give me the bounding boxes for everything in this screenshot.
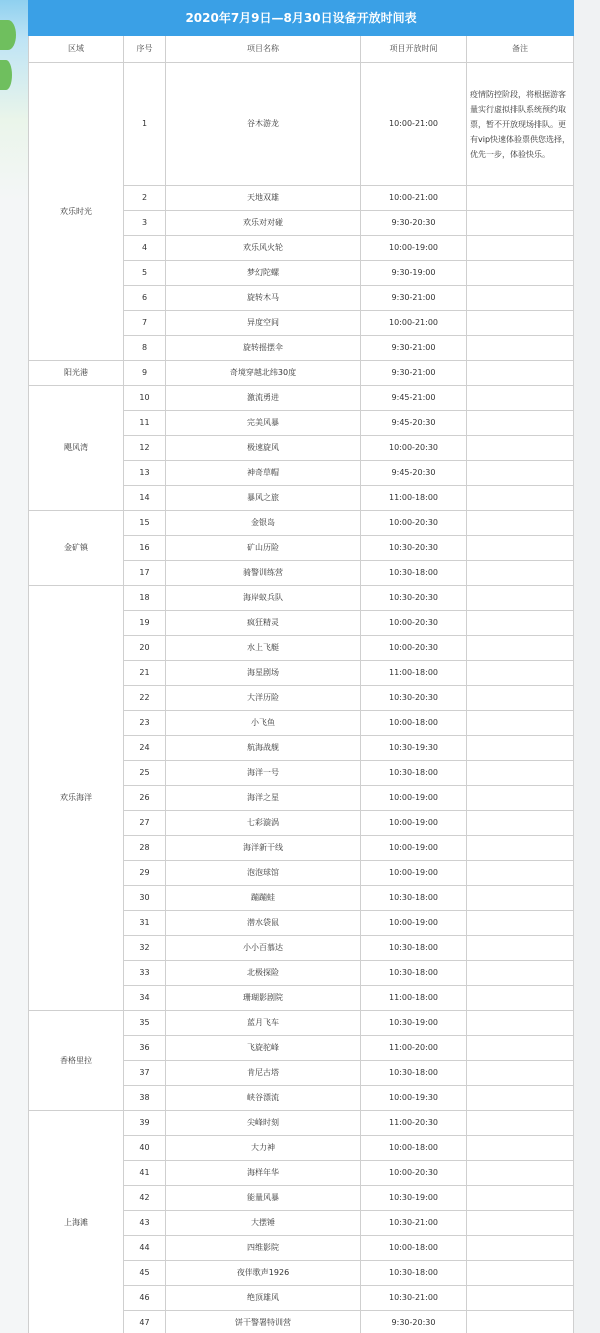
remarks-note: 疫情防控阶段，将根据游客量实行虚拟排队系统预约取票，暂不开放现场排队。更有vip快速体验票供您选择，优先一步，体验快乐。	[467, 63, 574, 186]
project-name: 极速旋风	[166, 436, 361, 461]
open-time: 10:00-18:00	[361, 1236, 467, 1261]
project-name: 旋转木马	[166, 286, 361, 311]
header-open-time: 项目开放时间	[361, 36, 467, 63]
open-time: 10:00-20:30	[361, 611, 467, 636]
row-number: 35	[124, 1011, 166, 1036]
project-name: 四维影院	[166, 1236, 361, 1261]
open-time: 11:00-18:00	[361, 986, 467, 1011]
open-time: 9:45-20:30	[361, 411, 467, 436]
project-name: 夜伴歌声1926	[166, 1261, 361, 1286]
row-number: 4	[124, 236, 166, 261]
open-time: 9:30-21:00	[361, 361, 467, 386]
region-cell: 香格里拉	[29, 1011, 124, 1111]
open-time: 10:30-19:30	[361, 736, 467, 761]
row-number: 20	[124, 636, 166, 661]
remarks-cell	[467, 1136, 574, 1161]
row-number: 27	[124, 811, 166, 836]
open-time: 10:00-21:00	[361, 186, 467, 211]
open-time: 10:00-21:00	[361, 311, 467, 336]
row-number: 10	[124, 386, 166, 411]
row-number: 29	[124, 861, 166, 886]
remarks-cell	[467, 786, 574, 811]
remarks-cell	[467, 386, 574, 411]
open-time: 11:00-20:00	[361, 1036, 467, 1061]
project-name: 小小百慕达	[166, 936, 361, 961]
project-name: 完美风暴	[166, 411, 361, 436]
remarks-cell	[467, 186, 574, 211]
open-time: 10:00-19:30	[361, 1086, 467, 1111]
remarks-cell	[467, 1211, 574, 1236]
table-row	[29, 361, 574, 386]
remarks-cell	[467, 586, 574, 611]
header-number: 序号	[124, 36, 166, 63]
remarks-cell	[467, 636, 574, 661]
project-name: 峡谷漂流	[166, 1086, 361, 1111]
open-time: 10:30-20:30	[361, 686, 467, 711]
row-number: 25	[124, 761, 166, 786]
row-number: 11	[124, 411, 166, 436]
header-region: 区域	[29, 36, 124, 63]
remarks-cell	[467, 861, 574, 886]
project-name: 天地双雄	[166, 186, 361, 211]
open-time: 10:30-18:00	[361, 961, 467, 986]
remarks-cell	[467, 936, 574, 961]
project-name: 激流勇进	[166, 386, 361, 411]
row-number: 24	[124, 736, 166, 761]
open-time: 9:45-20:30	[361, 461, 467, 486]
table-row	[29, 1111, 574, 1136]
open-time: 10:00-20:30	[361, 636, 467, 661]
remarks-cell	[467, 236, 574, 261]
project-name: 潜水袋鼠	[166, 911, 361, 936]
remarks-cell	[467, 986, 574, 1011]
open-time: 10:00-20:30	[361, 436, 467, 461]
project-name: 大摆锤	[166, 1211, 361, 1236]
row-number: 43	[124, 1211, 166, 1236]
remarks-cell	[467, 1036, 574, 1061]
row-number: 13	[124, 461, 166, 486]
project-name: 欢乐风火轮	[166, 236, 361, 261]
project-name: 谷木游龙	[166, 63, 361, 186]
open-time: 10:30-18:00	[361, 761, 467, 786]
remarks-cell	[467, 361, 574, 386]
project-name: 异度空间	[166, 311, 361, 336]
remarks-cell	[467, 486, 574, 511]
row-number: 17	[124, 561, 166, 586]
row-number: 22	[124, 686, 166, 711]
project-name: 肯尼古塔	[166, 1061, 361, 1086]
open-time: 10:30-19:00	[361, 1186, 467, 1211]
remarks-cell	[467, 1161, 574, 1186]
region-cell: 欢乐海洋	[29, 586, 124, 1011]
project-name: 七彩漩涡	[166, 811, 361, 836]
schedule-table	[28, 0, 574, 1333]
open-time: 10:00-19:00	[361, 786, 467, 811]
remarks-cell	[467, 736, 574, 761]
remarks-cell	[467, 1186, 574, 1211]
leaf-decoration	[0, 20, 16, 50]
open-time: 10:30-18:00	[361, 1061, 467, 1086]
row-number: 32	[124, 936, 166, 961]
remarks-cell	[467, 811, 574, 836]
project-name: 尖峰时刻	[166, 1111, 361, 1136]
open-time: 10:00-19:00	[361, 861, 467, 886]
remarks-cell	[467, 436, 574, 461]
row-number: 42	[124, 1186, 166, 1211]
open-time: 10:00-18:00	[361, 711, 467, 736]
project-name: 海样年华	[166, 1161, 361, 1186]
remarks-cell	[467, 561, 574, 586]
open-time: 10:00-19:00	[361, 836, 467, 861]
row-number: 1	[124, 63, 166, 186]
project-name: 蓝月飞车	[166, 1011, 361, 1036]
remarks-cell	[467, 1011, 574, 1036]
project-name: 奇境穿越北纬30度	[166, 361, 361, 386]
region-cell: 阳光港	[29, 361, 124, 386]
project-name: 骑警训练营	[166, 561, 361, 586]
remarks-cell	[467, 1061, 574, 1086]
header-project-name: 项目名称	[166, 36, 361, 63]
row-number: 26	[124, 786, 166, 811]
row-number: 18	[124, 586, 166, 611]
row-number: 2	[124, 186, 166, 211]
project-name: 大力神	[166, 1136, 361, 1161]
row-number: 28	[124, 836, 166, 861]
remarks-cell	[467, 261, 574, 286]
remarks-cell	[467, 961, 574, 986]
open-time: 9:45-21:00	[361, 386, 467, 411]
row-number: 3	[124, 211, 166, 236]
open-time: 10:30-19:00	[361, 1011, 467, 1036]
project-name: 饼干警署特训营	[166, 1311, 361, 1333]
remarks-cell	[467, 461, 574, 486]
open-time: 9:30-19:00	[361, 261, 467, 286]
row-number: 6	[124, 286, 166, 311]
project-name: 金银岛	[166, 511, 361, 536]
region-cell: 飓风湾	[29, 386, 124, 511]
row-number: 19	[124, 611, 166, 636]
project-name: 矿山历险	[166, 536, 361, 561]
open-time: 10:00-20:30	[361, 1161, 467, 1186]
table-row	[29, 511, 574, 536]
remarks-cell	[467, 1086, 574, 1111]
remarks-cell	[467, 661, 574, 686]
table-row	[29, 63, 574, 186]
project-name: 水上飞艇	[166, 636, 361, 661]
remarks-cell	[467, 1261, 574, 1286]
region-cell: 欢乐时光	[29, 63, 124, 361]
project-name: 疯狂精灵	[166, 611, 361, 636]
remarks-cell	[467, 1286, 574, 1311]
background-right	[574, 0, 600, 1333]
project-name: 海洋新干线	[166, 836, 361, 861]
open-time: 10:30-21:00	[361, 1286, 467, 1311]
region-cell: 金矿镇	[29, 511, 124, 586]
row-number: 37	[124, 1061, 166, 1086]
row-number: 8	[124, 336, 166, 361]
row-number: 47	[124, 1311, 166, 1333]
project-name: 海星剧场	[166, 661, 361, 686]
remarks-cell	[467, 311, 574, 336]
remarks-cell	[467, 1111, 574, 1136]
project-name: 神奇草帽	[166, 461, 361, 486]
remarks-cell	[467, 711, 574, 736]
row-number: 23	[124, 711, 166, 736]
remarks-cell	[467, 286, 574, 311]
remarks-cell	[467, 511, 574, 536]
remarks-cell	[467, 761, 574, 786]
row-number: 40	[124, 1136, 166, 1161]
row-number: 16	[124, 536, 166, 561]
project-name: 欢乐对对碰	[166, 211, 361, 236]
table-title: 2020年7月9日—8月30日设备开放时间表	[29, 1, 574, 36]
row-number: 7	[124, 311, 166, 336]
open-time: 10:00-19:00	[361, 911, 467, 936]
open-time: 10:00-18:00	[361, 1136, 467, 1161]
project-name: 旋转摇摆伞	[166, 336, 361, 361]
remarks-cell	[467, 836, 574, 861]
project-name: 大洋历险	[166, 686, 361, 711]
project-name: 海岸蚁兵队	[166, 586, 361, 611]
remarks-cell	[467, 336, 574, 361]
open-time: 10:00-19:00	[361, 236, 467, 261]
open-time: 10:30-20:30	[361, 536, 467, 561]
project-name: 绝顶雄风	[166, 1286, 361, 1311]
open-time: 10:30-18:00	[361, 936, 467, 961]
open-time: 10:00-21:00	[361, 63, 467, 186]
project-name: 蹦蹦蛙	[166, 886, 361, 911]
row-number: 41	[124, 1161, 166, 1186]
project-name: 小飞鱼	[166, 711, 361, 736]
remarks-cell	[467, 911, 574, 936]
leaf-decoration	[0, 60, 12, 90]
row-number: 15	[124, 511, 166, 536]
project-name: 飞旋驼峰	[166, 1036, 361, 1061]
row-number: 14	[124, 486, 166, 511]
open-time: 9:30-21:00	[361, 336, 467, 361]
project-name: 北极探险	[166, 961, 361, 986]
open-time: 10:00-20:30	[361, 511, 467, 536]
region-cell: 上海滩	[29, 1111, 124, 1333]
open-time: 10:00-19:00	[361, 811, 467, 836]
remarks-cell	[467, 1236, 574, 1261]
table-row	[29, 586, 574, 611]
remarks-cell	[467, 536, 574, 561]
row-number: 30	[124, 886, 166, 911]
project-name: 梦幻陀螺	[166, 261, 361, 286]
open-time: 9:30-21:00	[361, 286, 467, 311]
remarks-cell	[467, 886, 574, 911]
table-row	[29, 1011, 574, 1036]
row-number: 44	[124, 1236, 166, 1261]
project-name: 海洋之星	[166, 786, 361, 811]
schedule-sheet	[28, 0, 574, 1333]
open-time: 10:30-18:00	[361, 886, 467, 911]
remarks-cell	[467, 411, 574, 436]
project-name: 海洋一号	[166, 761, 361, 786]
open-time: 10:30-18:00	[361, 561, 467, 586]
open-time: 9:30-20:30	[361, 1311, 467, 1333]
remarks-cell	[467, 211, 574, 236]
row-number: 45	[124, 1261, 166, 1286]
row-number: 36	[124, 1036, 166, 1061]
header-remarks: 备注	[467, 36, 574, 63]
row-number: 46	[124, 1286, 166, 1311]
row-number: 33	[124, 961, 166, 986]
project-name: 泡泡球馆	[166, 861, 361, 886]
row-number: 31	[124, 911, 166, 936]
background-left	[0, 0, 30, 1333]
open-time: 11:00-18:00	[361, 661, 467, 686]
open-time: 11:00-20:30	[361, 1111, 467, 1136]
row-number: 39	[124, 1111, 166, 1136]
row-number: 12	[124, 436, 166, 461]
project-name: 能量风暴	[166, 1186, 361, 1211]
remarks-cell	[467, 686, 574, 711]
project-name: 暴风之旅	[166, 486, 361, 511]
project-name: 珊瑚影剧院	[166, 986, 361, 1011]
table-row	[29, 386, 574, 411]
open-time: 10:30-18:00	[361, 1261, 467, 1286]
row-number: 5	[124, 261, 166, 286]
open-time: 10:30-21:00	[361, 1211, 467, 1236]
project-name: 航海战舰	[166, 736, 361, 761]
open-time: 10:30-20:30	[361, 586, 467, 611]
remarks-cell	[467, 1311, 574, 1333]
row-number: 38	[124, 1086, 166, 1111]
open-time: 9:30-20:30	[361, 211, 467, 236]
row-number: 21	[124, 661, 166, 686]
row-number: 9	[124, 361, 166, 386]
open-time: 11:00-18:00	[361, 486, 467, 511]
row-number: 34	[124, 986, 166, 1011]
remarks-cell	[467, 611, 574, 636]
